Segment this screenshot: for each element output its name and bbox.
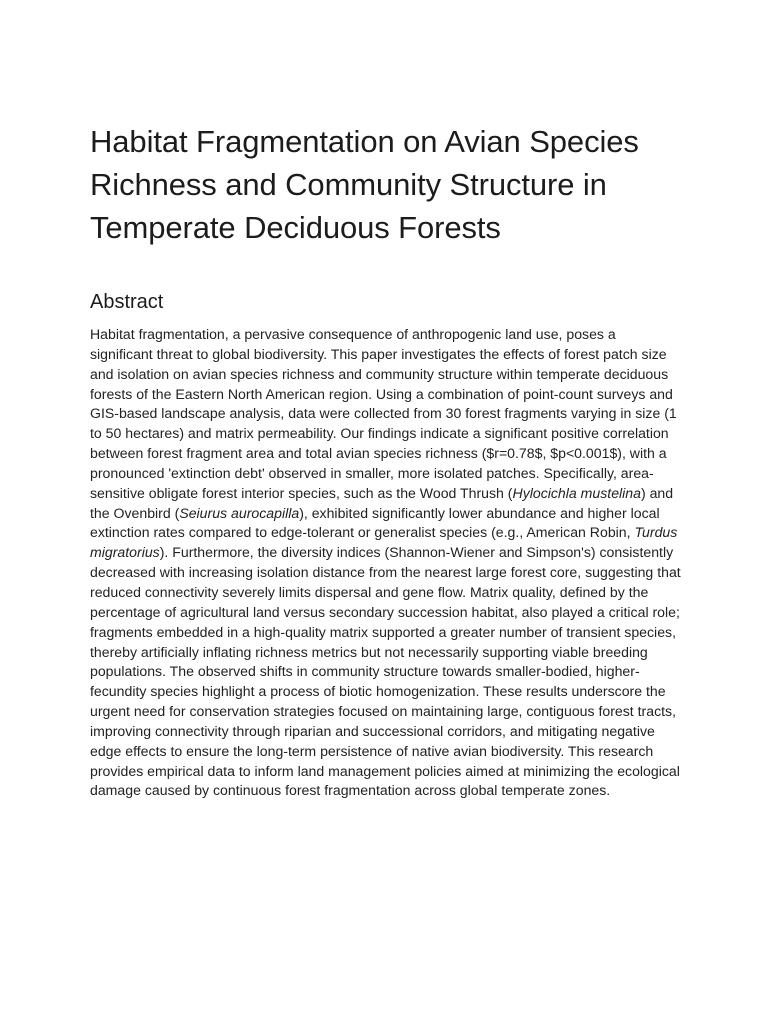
species-name-american-robin: Turdus migratorius: [90, 524, 678, 561]
abstract-paragraph: [90, 325, 682, 801]
species-name-ovenbird: Seiurus aurocapilla: [179, 504, 300, 521]
species-name-wood-thrush: Hylocichla mustelina: [512, 484, 641, 501]
paper-page: [90, 120, 682, 801]
abstract-text-part-4: ). Furthermore, the diversity indices (Shannon-Wiener and Simpson's) consistently decreased with increasing isolation distance from the nearest large forest core, suggesting that reduced connectivity severely limits dispersal and gene flow. Matrix quality, defined by the percentage of agricultural land versus secondary succession habitat, also played a critical role; fragments embedded in a high-quality matrix supported a greater number of transient species, thereby artificially inflating richness metrics but not necessarily supporting viable breeding populations. The observed shifts in community structure towards smaller-bodied, higher-fecundity species highlight a process of biotic homogenization. These results underscore the urgent need for conservation strategies focused on maintaining large, contiguous forest tracts, improving connectivity through riparian and successional corridors, and mitigating negative edge effects to ensure the long-term persistence of native avian biodiversity. This research provides empirical data to inform land management policies aimed at minimizing the ecological damage caused by continuous forest fragmentation across global temperate zones.: [90, 544, 681, 799]
abstract-text-part-2: ) and the Ovenbird (: [90, 484, 674, 521]
abstract-heading: Abstract: [90, 291, 164, 313]
paper-title: Habitat Fragmentation on Avian Species Richness and Community Structure in Temperate Deciduous Forests: [90, 124, 639, 245]
abstract-text-part-1: Habitat fragmentation, a pervasive consequence of anthropogenic land use, poses a significant threat to global biodiversity. This paper investigates the effects of forest patch size and isolation on avian species richness and community structure within temperate deciduous forests of the Eastern North American region. Using a combination of point-count surveys and GIS-based landscape analysis, data were collected from 30 forest fragments varying in size (1 to 50 hectares) and matrix permeability. Our findings indicate a significant positive correlation between forest fragment area and total avian species richness ($r=0.78$, $p<0.001$), with a pronounced 'extinction debt' observed in smaller, more isolated patches. Specifically, area-sensitive obligate forest interior species, such as the Wood Thrush (: [90, 326, 677, 501]
abstract-text-part-3: ), exhibited significantly lower abundance and higher local extinction rates compared to edge-tolerant or generalist species (e.g., American Robin,: [90, 504, 660, 541]
